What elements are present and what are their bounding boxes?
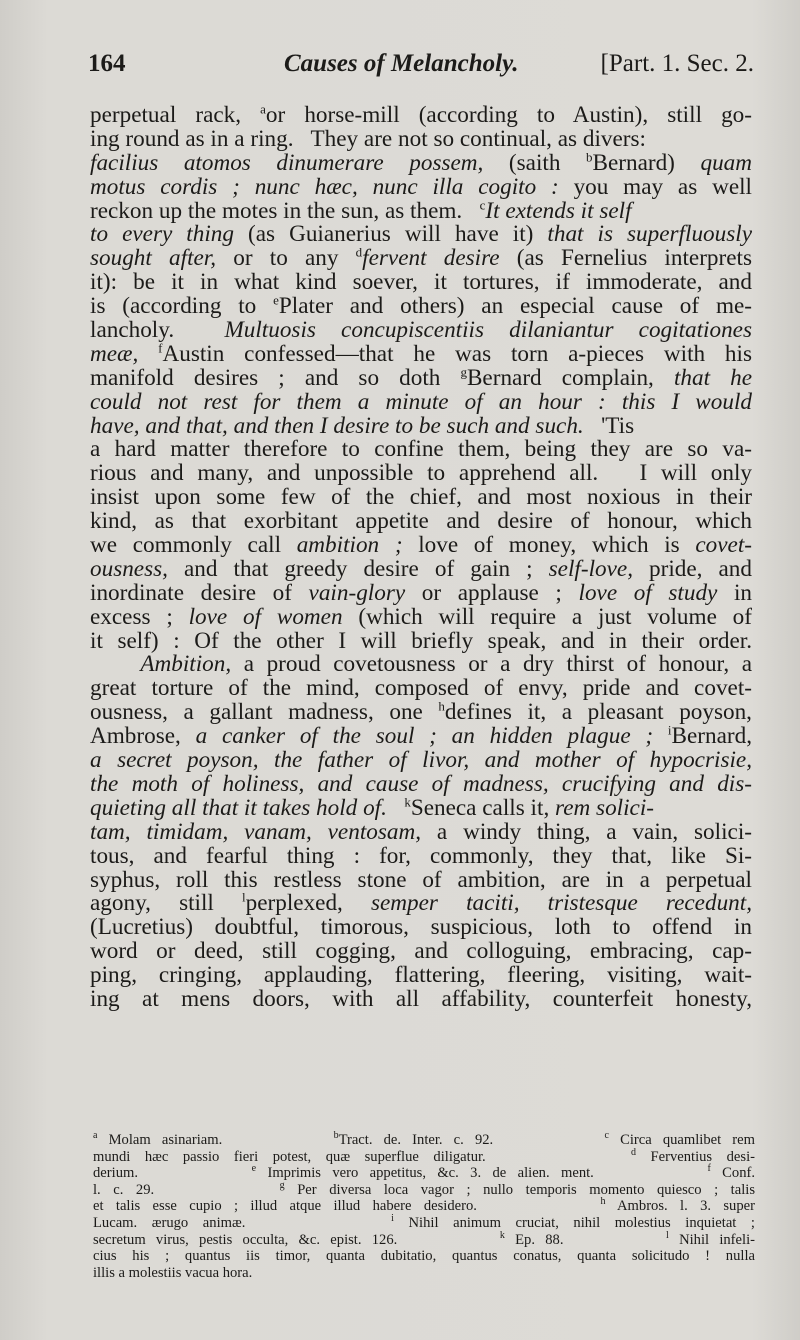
text-line (90, 749, 752, 773)
italic-text: meæ, (90, 340, 139, 367)
text-run: Tract. de. Inter. c. 92. (338, 1132, 605, 1148)
text-run: pride, and (633, 555, 752, 582)
text-run: Seneca calls it, (410, 794, 556, 821)
running-header (88, 50, 754, 84)
italic-text: Multuosis concupiscentiis dilaniantur cogitationes (224, 317, 753, 344)
footnote-marker: b (586, 149, 593, 165)
text-run: Conf. (710, 1165, 756, 1182)
text-line (90, 125, 752, 152)
text-run: (as Fernelius interprets (499, 245, 752, 272)
italic-text: rem solici- (555, 794, 655, 821)
text-run: Circa quamlibet rem (608, 1132, 755, 1148)
text-run (90, 651, 140, 677)
text-line (90, 292, 752, 320)
text-line (90, 271, 752, 295)
text-run: Ferventius desi- (635, 1148, 755, 1165)
footnote-marker: a (260, 101, 266, 117)
text-line (90, 940, 752, 964)
text-run: Ambrose, (90, 723, 196, 750)
italic-text: a canker of the soul ; an hidden plague ; (195, 723, 654, 750)
footnote-marker: k (499, 1229, 505, 1241)
footnote-line (93, 1265, 755, 1282)
text-run: l. c. 29. (93, 1181, 280, 1198)
text-run (387, 795, 404, 821)
text-line (90, 364, 752, 391)
text-run: Plater and others) an especial cause of me- (278, 293, 752, 320)
text-run: agony, still (90, 890, 242, 917)
footnote-line (93, 1198, 755, 1215)
italic-text: vain-glory (308, 579, 406, 606)
text-run: syphus, roll this restless stone of ambition, are in a perpetual (90, 866, 752, 893)
text-run: great torture of the mind, composed of envy, pride and covet- (90, 675, 752, 702)
footnote-marker: c (479, 196, 486, 212)
footnote-marker: e (251, 1163, 257, 1175)
text-line (90, 196, 752, 224)
text-run: kind, as that exorbitant appetite and desire of honour, which (90, 508, 752, 535)
text-run: perplexed, (245, 890, 371, 917)
text-line (90, 677, 752, 701)
text-run: manifold desires ; and so doth (90, 364, 461, 391)
text-run: reckon up the motes in the sun, as them. (90, 197, 480, 224)
italic-text: sought after, (90, 245, 217, 272)
text-line (90, 486, 752, 510)
text-line (90, 916, 752, 940)
italic-text: semper taciti, tristesque recedunt, (370, 890, 752, 917)
footnote-marker: h (438, 698, 445, 714)
italic-text: ousness, (90, 555, 168, 582)
text-run: 'Tis (583, 412, 635, 439)
text-run: we commonly call (90, 532, 297, 559)
text-run: in (717, 579, 752, 606)
text-run: secretum virus, pestis occulta, &c. epist. 126. (93, 1231, 500, 1248)
text-run: a hard matter therefore to confine them, being they are so va- (90, 436, 752, 463)
text-line (90, 388, 752, 415)
text-run: defines it, a pleasant poyson, (444, 699, 752, 726)
italic-text: quam (700, 149, 752, 176)
italic-text: that is superfluously (547, 221, 752, 248)
text-run: Per diversa loca vagor ; nullo temporis momento quiesco ; talis (284, 1181, 755, 1198)
page-number: 164 (88, 50, 126, 77)
text-run (138, 341, 158, 367)
text-run: ing round as in a ring. They are not so continual, as divers: (90, 125, 646, 152)
italic-text: motus cordis ; nunc hæc, nunc illa cogito : (90, 173, 559, 200)
footnote-marker: d (355, 244, 363, 260)
footnote-marker: l (242, 889, 246, 905)
text-line (90, 534, 752, 558)
text-run: it self) : Of the other I will briefly speak, and in their order. (90, 627, 752, 654)
text-run: or horse-mill (according to Austin), still go- (265, 102, 753, 128)
text-line (90, 985, 752, 1012)
text-run: inordinate desire of (90, 579, 309, 606)
text-run: Bernard, (671, 723, 753, 750)
text-run: Nihil animum cruciat, nihil molestius inquietat ; (393, 1214, 755, 1231)
italic-text: have, and that, and then I desire to be such and such. (90, 412, 584, 439)
footnote-marker: d (630, 1146, 636, 1158)
text-run: and that greedy desire of gain ; (167, 555, 549, 582)
text-line (90, 223, 752, 247)
italic-text: ambition ; (296, 532, 403, 559)
italic-text: fervent desire (362, 245, 500, 272)
italic-text: a secret poyson, the father of livor, and mother of hypocrisie, (90, 747, 752, 774)
main-text-block (90, 101, 753, 1012)
italic-text: love of women (188, 603, 343, 630)
italic-text: could not rest for them a minute of an hour : this I would (90, 388, 752, 415)
footnote-marker: g (279, 1179, 285, 1191)
text-run (653, 723, 668, 749)
text-run: Bernard) (592, 149, 701, 176)
text-run: derium. (93, 1165, 252, 1182)
text-run: a windy thing, a vain, solici- (421, 818, 752, 845)
text-run: cius his ; quantus iis timor, quanta dubitatio, quantus conatus, quanta solicitudo ! nulla (93, 1248, 755, 1265)
text-line (90, 555, 752, 582)
text-line (90, 510, 752, 534)
footnotes-block (93, 1132, 755, 1281)
footnote-line (93, 1179, 755, 1199)
text-run: Ep. 88. (504, 1231, 667, 1248)
footnote-line (93, 1165, 755, 1182)
text-line (90, 412, 752, 439)
text-line (90, 770, 752, 797)
footnote-marker: f (707, 1163, 711, 1175)
text-line (90, 603, 752, 630)
text-run: tous, and fearful thing : for, commonly, they that, like Si- (90, 842, 752, 869)
text-line (90, 579, 752, 606)
text-run: et talis esse cupio ; illud atque illud habere desidero. (93, 1198, 601, 1215)
footnote-marker: i (391, 1213, 394, 1225)
text-run: mundi hæc passio fieri potest, quæ superflue diligatur. (93, 1148, 631, 1165)
text-run: (which will require a just volume of (342, 603, 752, 630)
text-run: you may as well (558, 173, 752, 200)
text-line (90, 964, 752, 988)
text-line (90, 462, 752, 486)
text-run: Imprimis vero appetitus, &c. 3. de alien. ment. (256, 1165, 708, 1182)
text-run: a proud covetousness or a dry thirst of honour, a (231, 651, 753, 678)
text-run: ing at mens doors, with all affability, counterfeit honesty, (90, 985, 752, 1012)
text-run: or applause ; (405, 579, 579, 606)
text-line (90, 340, 752, 367)
italic-text: tam, timidam, vanam, ventosam, (90, 818, 422, 845)
italic-text: the moth of holiness, and cause of madness, crucifying and dis- (90, 770, 752, 797)
italic-text: to every thing (90, 221, 234, 248)
text-line (90, 866, 752, 893)
text-run: (saith (483, 149, 586, 176)
footnote-line (93, 1215, 755, 1232)
footnote-marker: b (333, 1130, 339, 1142)
footnote-marker: f (158, 340, 163, 356)
footnote-marker: l (666, 1229, 669, 1241)
italic-text: facilius atomos dinumerare possem, (90, 149, 484, 176)
footnote-line (93, 1248, 755, 1265)
text-line (90, 889, 752, 917)
footnote-marker: k (404, 794, 411, 810)
text-run: (as Guianerius will have it) (233, 221, 548, 248)
text-line (90, 818, 752, 845)
text-run: ping, cringing, applauding, flattering, fleering, visiting, wait- (90, 962, 752, 989)
italic-text: that he (673, 364, 752, 391)
footnote-marker: a (93, 1130, 98, 1142)
italic-text: self-love, (548, 555, 633, 582)
text-line (90, 722, 753, 750)
text-line (90, 244, 752, 272)
footnote-marker: i (667, 722, 672, 738)
italic-text: covet- (695, 532, 752, 559)
italic-text: It extends it self (485, 197, 632, 224)
text-line (90, 319, 752, 343)
text-line (90, 698, 752, 726)
text-run: it): be it in what kind soever, it tortures, if immoderate, and (90, 269, 752, 296)
italic-text: Ambition, (140, 651, 232, 678)
text-run: excess ; (90, 603, 189, 630)
text-run: Molam asinariam. (97, 1132, 334, 1148)
text-run: is (according to (90, 293, 274, 320)
text-run: word or deed, still cogging, and colloguing, embracing, cap- (90, 938, 752, 965)
text-line (90, 101, 753, 128)
text-run: rious and many, and unpossible to apprehend all. I will only (90, 460, 752, 487)
text-line (90, 173, 752, 200)
footnote-marker: g (460, 364, 467, 380)
text-run: ousness, a gallant madness, one (90, 699, 439, 726)
text-run: Nihil infeli- (668, 1231, 755, 1248)
italic-text: love of study (578, 579, 718, 606)
text-run: Ambros. l. 3. super (605, 1198, 755, 1215)
text-line (90, 149, 752, 176)
text-run: Austin confessed—that he was torn a-pieces with his (162, 340, 752, 367)
footnote-line (93, 1132, 755, 1149)
text-run: (Lucretius) doubtful, timorous, suspicious, loth to offend in (90, 914, 752, 941)
text-run: lancholy. (90, 317, 225, 344)
text-run: love of money, which is (402, 532, 696, 559)
text-run: perpetual rack, (90, 102, 261, 128)
text-line (90, 438, 752, 462)
footnote-marker: c (604, 1130, 609, 1142)
footnote-marker: h (600, 1196, 606, 1208)
italic-text: quieting all that it takes hold of. (90, 794, 387, 821)
section-reference: [Part. 1. Sec. 2. (600, 50, 754, 77)
text-line (90, 627, 752, 654)
text-run: or to any (216, 245, 356, 272)
text-run: Bernard complain, (466, 364, 674, 391)
footnote-line (93, 1146, 755, 1166)
running-title: Causes of Melancholy. (284, 50, 519, 77)
text-run: illis a molestiis vacua hora. (93, 1264, 253, 1281)
text-line (90, 653, 752, 677)
footnote-marker: e (273, 292, 279, 308)
text-line (90, 842, 752, 869)
footnote-line (93, 1229, 755, 1249)
text-run: Lucam. ærugo animæ. (93, 1214, 392, 1231)
text-run: insist upon some few of the chief, and most noxious in their (90, 484, 752, 511)
text-line (90, 794, 752, 821)
